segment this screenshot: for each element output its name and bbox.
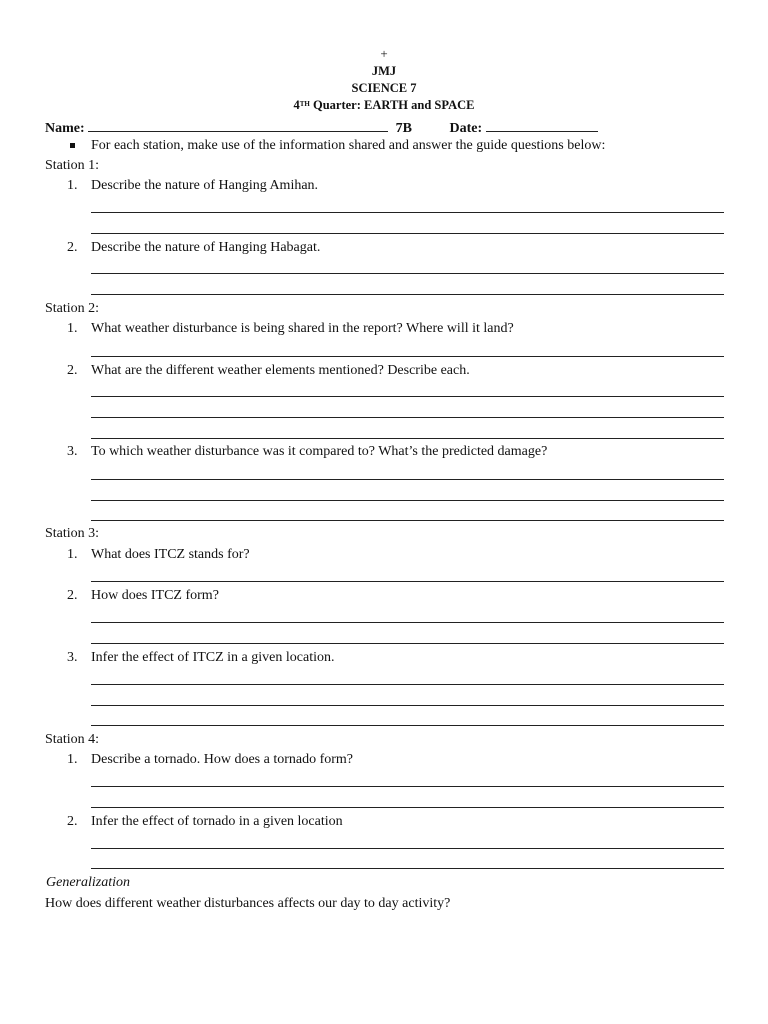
station-4-label: Station 4: bbox=[45, 732, 100, 747]
date-label: Date: bbox=[449, 121, 483, 136]
question-text: To which weather disturbance was it compared to? What’s the predicted damage? bbox=[91, 444, 548, 459]
answer-line[interactable] bbox=[91, 396, 724, 397]
name-row bbox=[45, 117, 598, 138]
answer-line[interactable] bbox=[91, 294, 724, 295]
question-text: How does ITCZ form? bbox=[91, 588, 219, 603]
answer-line[interactable] bbox=[91, 684, 724, 685]
answer-line[interactable] bbox=[91, 438, 724, 439]
quarter-number: 4 bbox=[293, 98, 300, 112]
question-text: Describe the nature of Hanging Amihan. bbox=[91, 178, 319, 193]
answer-line[interactable] bbox=[91, 622, 724, 623]
quarter-text: Quarter: EARTH and SPACE bbox=[309, 98, 475, 112]
question-text: What does ITCZ stands for? bbox=[91, 547, 250, 562]
question-number: 3. bbox=[67, 444, 78, 459]
header-plus: + bbox=[380, 46, 388, 61]
station-1-label: Station 1: bbox=[45, 158, 100, 173]
question-number: 2. bbox=[67, 814, 78, 829]
quarter-superscript: TH bbox=[299, 100, 310, 108]
question-text: What are the different weather elements mentioned? Describe each. bbox=[91, 363, 470, 378]
question-number: 2. bbox=[67, 588, 78, 603]
quarter-title bbox=[0, 98, 768, 113]
answer-line[interactable] bbox=[91, 417, 724, 418]
answer-line[interactable] bbox=[91, 273, 724, 274]
instruction-text: For each station, make use of the information shared and answer the guide questions below: bbox=[91, 138, 606, 153]
answer-line[interactable] bbox=[91, 643, 724, 644]
question-text: Describe the nature of Hanging Habagat. bbox=[91, 240, 321, 255]
answer-line[interactable] bbox=[91, 581, 724, 582]
name-blank[interactable] bbox=[88, 117, 388, 132]
date-blank[interactable] bbox=[486, 117, 598, 132]
question-number: 2. bbox=[67, 363, 78, 378]
question-number: 1. bbox=[67, 178, 78, 193]
answer-line[interactable] bbox=[91, 786, 724, 787]
answer-line[interactable] bbox=[91, 520, 724, 521]
answer-line[interactable] bbox=[91, 233, 724, 234]
answer-line[interactable] bbox=[91, 356, 724, 357]
question-text: What weather disturbance is being shared in the report? Where will it land? bbox=[91, 321, 514, 336]
question-text: Describe a tornado. How does a tornado form? bbox=[91, 752, 354, 767]
answer-line[interactable] bbox=[91, 500, 724, 501]
answer-line[interactable] bbox=[91, 705, 724, 706]
bullet-icon bbox=[70, 143, 75, 148]
answer-line[interactable] bbox=[91, 725, 724, 726]
question-number: 1. bbox=[67, 752, 78, 767]
generalization-title: Generalization bbox=[46, 875, 130, 890]
answer-line[interactable] bbox=[91, 212, 724, 213]
school-title: JMJ bbox=[371, 64, 397, 78]
answer-line[interactable] bbox=[91, 807, 724, 808]
question-number: 1. bbox=[67, 547, 78, 562]
question-number: 2. bbox=[67, 240, 78, 255]
answer-line[interactable] bbox=[91, 868, 724, 869]
question-text: Infer the effect of ITCZ in a given location. bbox=[91, 650, 335, 665]
section-label: 7B bbox=[395, 121, 412, 136]
name-label: Name: bbox=[45, 121, 85, 136]
generalization-question: How does different weather disturbances affects our day to day activity? bbox=[45, 896, 451, 911]
answer-line[interactable] bbox=[91, 479, 724, 480]
question-number: 1. bbox=[67, 321, 78, 336]
question-number: 3. bbox=[67, 650, 78, 665]
subject-title: SCIENCE 7 bbox=[351, 81, 417, 95]
answer-line[interactable] bbox=[91, 848, 724, 849]
station-2-label: Station 2: bbox=[45, 301, 100, 316]
station-3-label: Station 3: bbox=[45, 526, 100, 541]
question-text: Infer the effect of tornado in a given location bbox=[91, 814, 343, 829]
